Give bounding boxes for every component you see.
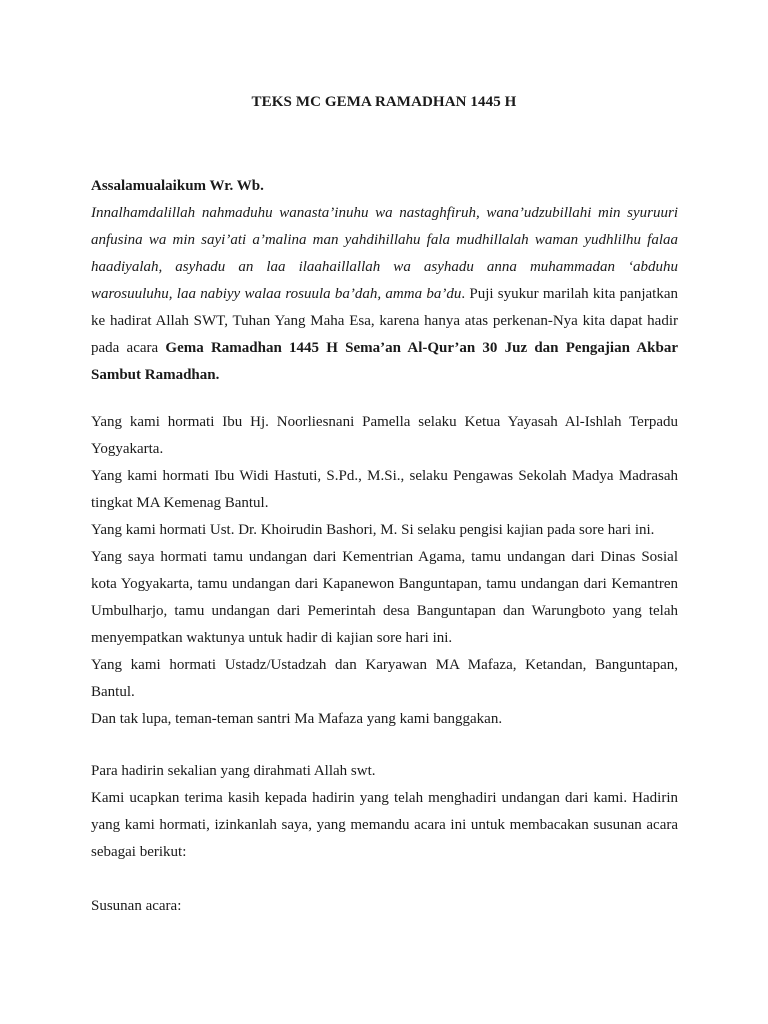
opening-section [91,173,678,389]
agenda-section [91,893,678,920]
honorific-line: Dan tak lupa, teman-teman santri Ma Mafaza yang kami banggakan. [91,711,503,727]
honorifics-section [91,409,678,733]
honorific-line: Yang kami hormati Ibu Hj. Noorliesnani Pamella selaku Ketua Yayasah Al-Ishlah Terpadu Yogyakarta. [91,414,678,457]
thanks-paragraph: Kami ucapkan terima kasih kepada hadirin yang telah menghadiri undangan dari kami. Hadirin yang kami hormati, izinkanlah saya, yang memandu acara ini untuk membacakan susunan acara sebagai berikut: [91,790,678,860]
opening-prayer: Innalhamdalillah nahmaduhu wanasta’inuhu wa nastaghfiruh, wana’udzubillahi min syuruuri anfusina wa min sayi’ati a’malina man yahdihillahu fala mudhillalah waman yudhlilhu falaa haadiyalah, asyhadu an laa ilaahaillallah wa asyhadu anna muhammadan ‘abduhu warosuuluhu, laa nabiyy walaa rosuula ba’dah, amma ba’du [91,205,678,302]
opening-gratitude: . Puji syukur marilah kita panjatkan ke hadirat Allah SWT, Tuhan Yang Maha Esa, karena hanya atas perkenan-Nya kita dapat hadir pada acara [91,286,678,356]
agenda-heading: Susunan acara: [91,898,182,914]
honorific-line: Yang kami hormati Ustadz/Ustadzah dan Karyawan MA Mafaza, Ketandan, Banguntapan, Bantul. [91,657,678,700]
honorific-line: Yang kami hormati Ibu Widi Hastuti, S.Pd., M.Si., selaku Pengawas Sekolah Madya Madrasah tingkat MA Kemenag Bantul. [91,468,678,511]
honorific-line: Yang saya hormati tamu undangan dari Kementrian Agama, tamu undangan dari Dinas Sosial kota Yogyakarta, tamu undangan dari Kapanewon Banguntapan, tamu undangan dari Kemantren Umbulharjo, tamu undangan dari Pemerintah desa Banguntapan dan Warungboto yang telah menyempatkan waktunya untuk hadir di kajian sore hari ini. [91,549,678,646]
audience-greeting: Para hadirin sekalian yang dirahmati Allah swt. [91,763,376,779]
greeting: Assalamualaikum Wr. Wb. [91,178,264,194]
event-name: Gema Ramadhan 1445 H Sema’an Al-Qur’an 30 Juz dan Pengajian Akbar Sambut Ramadhan. [91,340,678,383]
honorific-line: Yang kami hormati Ust. Dr. Khoirudin Bashori, M. Si selaku pengisi kajian pada sore hari ini. [91,522,655,538]
audience-section [91,758,678,866]
opening-paragraph [91,200,678,389]
document-title: TEKS MC GEMA RAMADHAN 1445 H [251,94,517,110]
